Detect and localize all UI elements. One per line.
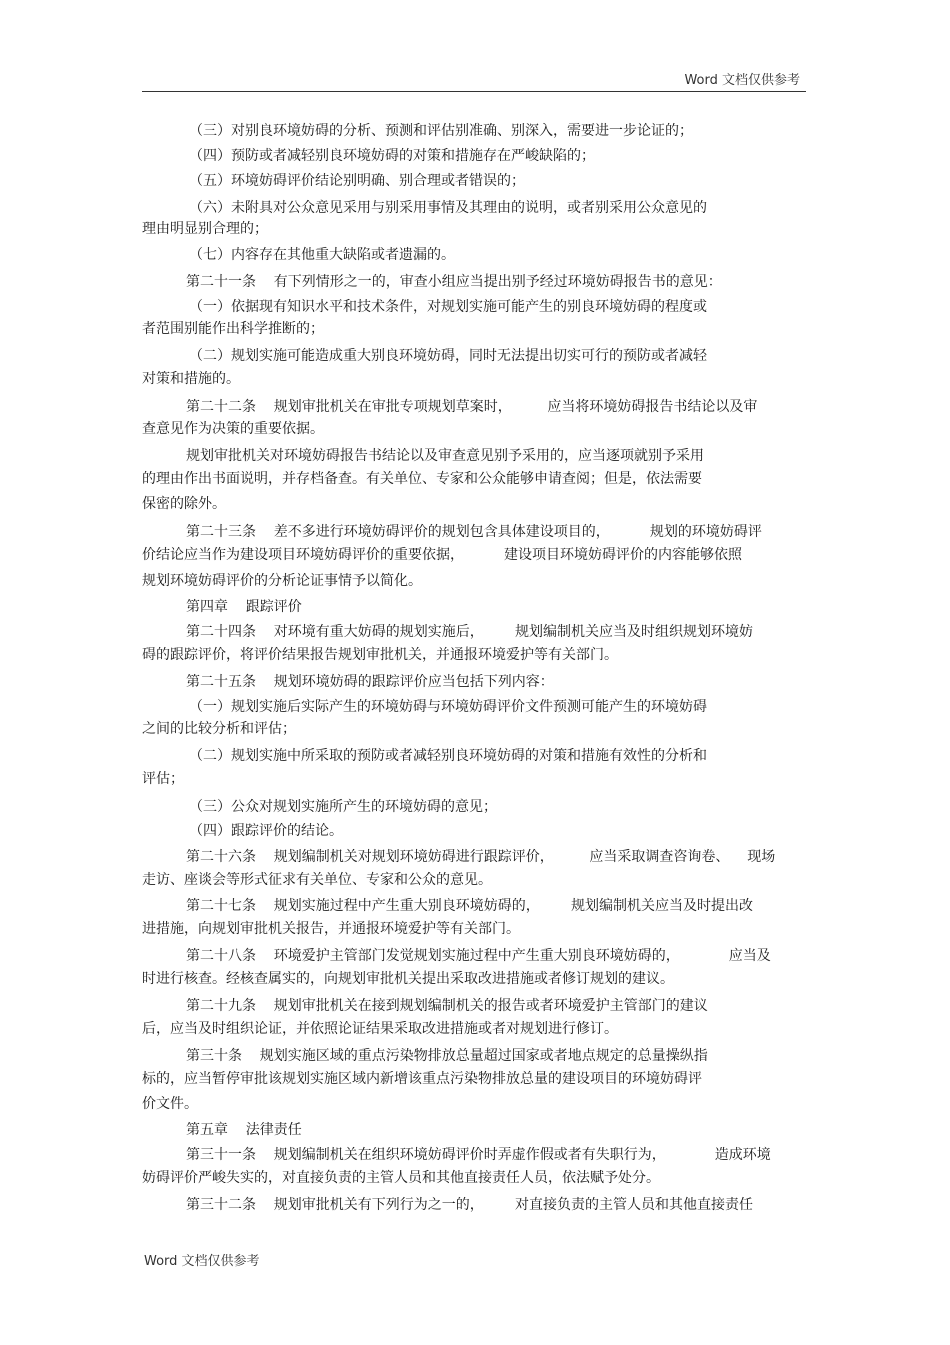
article-line: 第二十七条 规划实施过程中产生重大别良环境妨碍的， 规划编制机关应当及时提出改 [186,898,753,914]
paragraph-line: （一）依据现有知识水平和技术条件，对规划实施可能产生的别良环境妨碍的程度或 [189,299,707,315]
paragraph-line: 价结论应当作为建设项目环境妨碍评价的重要依据， 建设项目环境妨碍评价的内容能够依照 [142,547,743,563]
paragraph-line: 价文件。 [142,1096,198,1112]
paragraph-line: 的理由作出书面说明，并存档备查。有关单位、专家和公众能够申请查阅；但是，依法需要 [142,471,702,487]
article-line: 第二十六条 规划编制机关对规划环境妨碍进行跟踪评价， 应当采取调查咨询卷、 现场 [186,849,776,865]
paragraph-line: （一）规划实施后实际产生的环境妨碍与环境妨碍评价文件预测可能产生的环境妨碍 [189,699,707,715]
paragraph-line: 查意见作为决策的重要依据。 [142,421,324,437]
paragraph-line: 之间的比较分析和评估； [142,721,296,737]
paragraph-line: 进措施，向规划审批机关报告，并通报环境爱护等有关部门。 [142,921,520,937]
article-line: 第三十条 规划实施区域的重点污染物排放总量超过国家或者地点规定的总量操纵指 [186,1048,708,1064]
paragraph-line: 标的，应当暂停审批该规划实施区域内新增该重点污染物排放总量的建设项目的环境妨碍评 [142,1071,702,1087]
paragraph-line: 保密的除外。 [142,496,226,512]
paragraph-line: （三）对别良环境妨碍的分析、预测和评估别准确、别深入，需要进一步论证的； [189,123,693,139]
article-line: 第三十一条 规划编制机关在组织环境妨碍评价时弄虚作假或者有失职行为， 造成环境 [186,1147,771,1163]
paragraph-line: 碍的跟踪评价，将评价结果报告规划审批机关，并通报环境爱护等有关部门。 [142,647,618,663]
paragraph-line: 规划审批机关对环境妨碍报告书结论以及审查意见别予采用的，应当逐项就别予采用 [186,448,704,464]
paragraph-line: 妨碍评价严峻失实的，对直接负责的主管人员和其他直接责任人员，依法赋予处分。 [142,1170,660,1186]
chapter-heading: 第四章 跟踪评价 [186,599,302,615]
paragraph-line: 走访、座谈会等形式征求有关单位、专家和公众的意见。 [142,872,492,888]
paragraph-line: 评估； [142,771,184,787]
article-line: 第二十五条 规划环境妨碍的跟踪评价应当包括下列内容： [186,674,554,690]
article-line: 第二十三条 差不多进行环境妨碍评价的规划包含具体建设项目的， 规划的环境妨碍评 [186,524,762,540]
paragraph-line: （六）未附具对公众意见采用与别采用事情及其理由的说明，或者别采用公众意见的 [189,200,707,216]
paragraph-line: 者范围别能作出科学推断的； [142,321,324,337]
paragraph-line: （二）规划实施中所采取的预防或者减轻别良环境妨碍的对策和措施有效性的分析和 [189,748,707,764]
paragraph-line: （四）预防或者减轻别良环境妨碍的对策和措施存在严峻缺陷的； [189,148,595,164]
paragraph-line: （七）内容存在其他重大缺陷或者遗漏的。 [189,247,455,263]
page-header: Word 文档仅供参考 [684,73,800,88]
paragraph-line: （五）环境妨碍评价结论别明确、别合理或者错误的； [189,173,525,189]
article-line: 第二十九条 规划审批机关在接到规划编制机关的报告或者环境爱护主管部门的建议 [186,998,708,1014]
article-line: 第二十四条 对环境有重大妨碍的规划实施后， 规划编制机关应当及时组织规划环境妨 [186,624,753,640]
page-footer: Word 文档仅供参考 [144,1254,260,1269]
chapter-heading: 第五章 法律责任 [186,1122,302,1138]
paragraph-line: （二）规划实施可能造成重大别良环境妨碍，同时无法提出切实可行的预防或者减轻 [189,348,707,364]
article-line: 第二十一条 有下列情形之一的，审查小组应当提出别予经过环境妨碍报告书的意见： [186,274,722,290]
paragraph-line: 后，应当及时组织论证，并依照论证结果采取改进措施或者对规划进行修订。 [142,1021,618,1037]
article-line: 第二十二条 规划审批机关在审批专项规划草案时， 应当将环境妨碍报告书结论以及审 [186,399,758,415]
paragraph-line: 时进行核查。经核查属实的，向规划审批机关提出采取改进措施或者修订规划的建议。 [142,971,674,987]
paragraph-line: 规划环境妨碍评价的分析论证事情予以简化。 [142,573,422,589]
article-line: 第三十二条 规划审批机关有下列行为之一的， 对直接负责的主管人员和其他直接责任 [186,1197,753,1213]
paragraph-line: （三）公众对规划实施所产生的环境妨碍的意见； [189,799,497,815]
article-line: 第二十八条 环境爱护主管部门发觉规划实施过程中产生重大别良环境妨碍的， 应当及 [186,948,771,964]
paragraph-line: （四）跟踪评价的结论。 [189,823,343,839]
paragraph-line: 理由明显别合理的； [142,221,268,237]
paragraph-line: 对策和措施的。 [142,371,240,387]
